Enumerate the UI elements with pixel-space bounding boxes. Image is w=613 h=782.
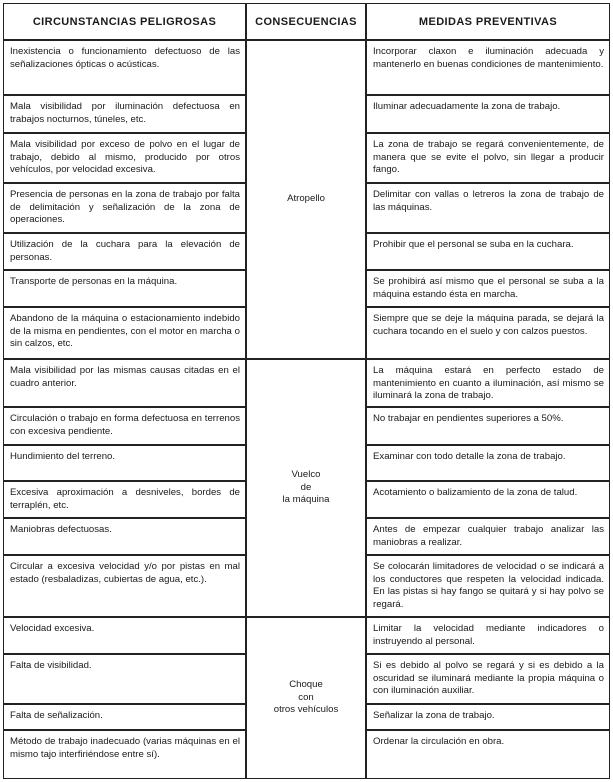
medida-cell: Prohibir que el personal se suba en la cuchara.: [366, 233, 610, 270]
circunstancia-cell: Velocidad excesiva.: [3, 617, 246, 654]
medida-cell: Acotamiento o balizamiento de la zona de talud.: [366, 481, 610, 518]
circunstancia-cell: Método de trabajo inadecuado (varias máquinas en el mismo tajo interfiriéndose entre sí).: [3, 730, 246, 779]
medida-cell: Señalizar la zona de trabajo.: [366, 704, 610, 730]
medida-cell: Iluminar adecuadamente la zona de trabajo.: [366, 95, 610, 133]
circunstancia-cell: Mala visibilidad por exceso de polvo en el lugar de trabajo, debido al mismo, producido por otros vehículos, por velocidad excesiva.: [3, 133, 246, 183]
header-consecuencias: CONSECUENCIAS: [246, 3, 366, 40]
medida-cell: No trabajar en pendientes superiores a 50%.: [366, 407, 610, 445]
circunstancia-cell: Circular a excesiva velocidad y/o por pistas en mal estado (resbaladizas, cubiertas de agua, etc.).: [3, 555, 246, 617]
circunstancia-cell: Mala visibilidad por iluminación defectuosa en trabajos nocturnos, túneles, etc.: [3, 95, 246, 133]
consecuencia-cell-vuelco: Vuelco de la máquina: [246, 359, 366, 617]
circunstancia-cell: Mala visibilidad por las mismas causas citadas en el cuadro anterior.: [3, 359, 246, 407]
circunstancia-cell: Utilización de la cuchara para la elevación de personas.: [3, 233, 246, 270]
medida-cell: Siempre que se deje la máquina parada, se dejará la cuchara tocando en el suelo y con calzos puestos.: [366, 307, 610, 359]
circunstancia-cell: Presencia de personas en la zona de trabajo por falta de delimitación y señalización de la zona de operaciones.: [3, 183, 246, 233]
medida-cell: Ordenar la circulación en obra.: [366, 730, 610, 779]
circunstancia-cell: Hundimiento del terreno.: [3, 445, 246, 481]
circunstancia-cell: Circulación o trabajo en forma defectuosa en terrenos con excesiva pendiente.: [3, 407, 246, 445]
medida-cell: Se prohibirá así mismo que el personal se suba a la máquina estando ésta en marcha.: [366, 270, 610, 307]
medida-cell: Antes de empezar cualquier trabajo analizar las maniobras a realizar.: [366, 518, 610, 555]
medida-cell: Si es debido al polvo se regará y si es debido a la oscuridad se iluminará mediante la propia máquina o con iluminación auxiliar.: [366, 654, 610, 704]
medida-cell: Examinar con todo detalle la zona de trabajo.: [366, 445, 610, 481]
header-medidas: MEDIDAS PREVENTIVAS: [366, 3, 610, 40]
medida-cell: La máquina estará en perfecto estado de mantenimiento en cuanto a iluminación, así mismo se iluminará la zona de trabajo.: [366, 359, 610, 407]
medida-cell: Se colocarán limitadores de velocidad o se indicará a los conductores que respeten la velocidad indicada. En las pistas si hay fango se quitará y si hay polvo se regará.: [366, 555, 610, 617]
consecuencia-cell-choque: Choque con otros vehículos: [246, 617, 366, 779]
circunstancia-cell: Falta de visibilidad.: [3, 654, 246, 704]
circunstancia-cell: Inexistencia o funcionamiento defectuoso de las señalizaciones ópticas o acústicas.: [3, 40, 246, 95]
header-circunstancias: CIRCUNSTANCIAS PELIGROSAS: [3, 3, 246, 40]
circunstancia-cell: Falta de señalización.: [3, 704, 246, 730]
circunstancia-cell: Excesiva aproximación a desniveles, bordes de terraplén, etc.: [3, 481, 246, 518]
medida-cell: Incorporar claxon e iluminación adecuada y mantenerlo en buenas condiciones de mantenimiento.: [366, 40, 610, 95]
medida-cell: La zona de trabajo se regará convenientemente, de manera que se evite el polvo, sin llegar a producir fango.: [366, 133, 610, 183]
medida-cell: Limitar la velocidad mediante indicadores o instruyendo al personal.: [366, 617, 610, 654]
circunstancia-cell: Maniobras defectuosas.: [3, 518, 246, 555]
consecuencia-cell-atropello: Atropello: [246, 40, 366, 359]
circunstancia-cell: Abandono de la máquina o estacionamiento indebido de la misma en pendientes, con el motor en marcha o sin calzos, etc.: [3, 307, 246, 359]
circunstancia-cell: Transporte de personas en la máquina.: [3, 270, 246, 307]
medida-cell: Delimitar con vallas o letreros la zona de trabajo de las máquinas.: [366, 183, 610, 233]
